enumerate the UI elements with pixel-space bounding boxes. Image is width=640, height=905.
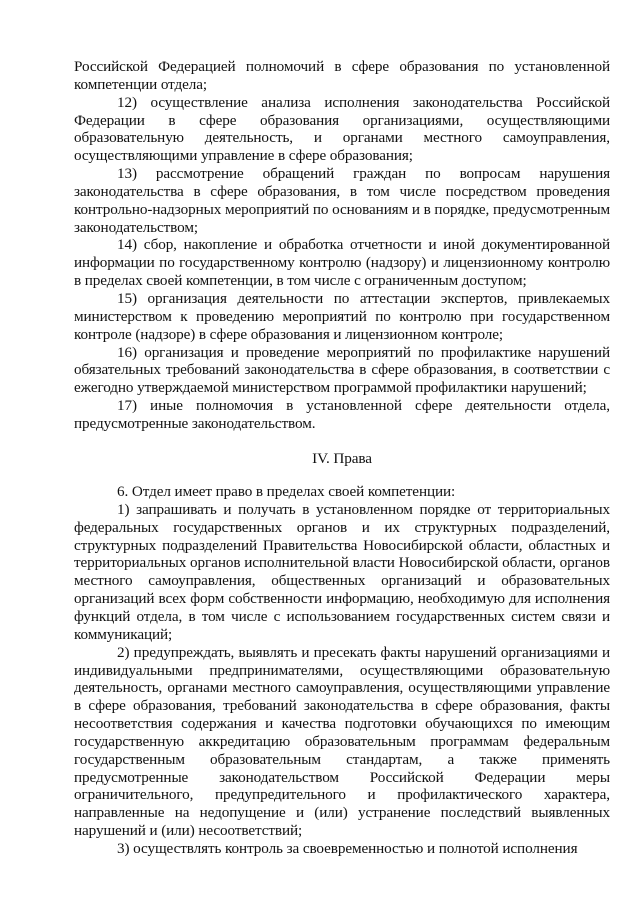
list-item: 15) организация деятельности по аттестации экспертов, привлекаемых министерством к проведению мероприятий по контролю при государственном контроле (надзоре) в сфере образования и лицензионном контроле; (74, 289, 610, 343)
rights-intro: 6. Отдел имеет право в пределах своей компетенции: (117, 483, 456, 501)
list-item: 2) предупреждать, выявлять и пресекать факты нарушений организациями и индивидуальными предпринимателями, осуществляющими образовательную деятельность, органами местного самоуправления, осуществляющими управление в сфере образования, требований законодательства в сфере образования, факты несоответствия содержания и качества подготовки обучающихся по имеющим государственную аккредитацию образовательным программам федеральным государственным образовательным стандартам, а также применять предусмотренные законодательством Российской Федерации меры ограничительного, предупредительного и профилактического характера, направленные на недопущение и (или) устранение последствий выявленных нарушений и (или) несоответствий; (74, 643, 610, 840)
list-item: 12) осуществление анализа исполнения законодательства Российской Федерации в сфере образования организациями, осуществляющими образовательную деятельность, и органами местного самоуправления, осуществляющими управление в сфере образования; (74, 93, 610, 165)
list-item: 13) рассмотрение обращений граждан по вопросам нарушения законодательства в сфере образования, в том числе посредством проведения контрольно-надзорных мероприятий по основаниям и в порядке, предусмотренным законодательством; (74, 165, 610, 236)
list-item: 17) иные полномочия в установленной сфере деятельности отдела, предусмотренные законодательством. (74, 397, 610, 432)
intro-fragment: Российской Федерацией полномочий в сфере образования по установленной компетенции отдела; (74, 58, 610, 93)
list-item: 14) сбор, накопление и обработка отчетности и иной документированной информации по государственному контролю (надзору) и лицензионному контролю в пределах своей компетенции, в том числе с ограниченным доступом; (74, 236, 610, 290)
list-item: 1) запрашивать и получать в установленном порядке от территориальных федеральных государственных органов и их структурных подразделений, структурных подразделений Правительства Новосибирской области, областных и территориальных органов исполнительной власти Новосибирской области, органов местного самоуправления, общественных организаций и образовательных организаций всех форм собственности информацию, необходимую для исполнения функций отдела, в том числе с использованием государственных систем связи и коммуникаций; (74, 500, 610, 643)
list-item: 16) организация и проведение мероприятий по профилактике нарушений обязательных требований законодательства в сфере образования, в соответствии с ежегодно утверждаемой министерством программой профилактики нарушений; (74, 343, 610, 397)
section-heading: IV. Права (312, 450, 372, 468)
list-item: 3) осуществлять контроль за своевременностью и полнотой исполнения (117, 839, 578, 857)
document-body (74, 58, 610, 858)
